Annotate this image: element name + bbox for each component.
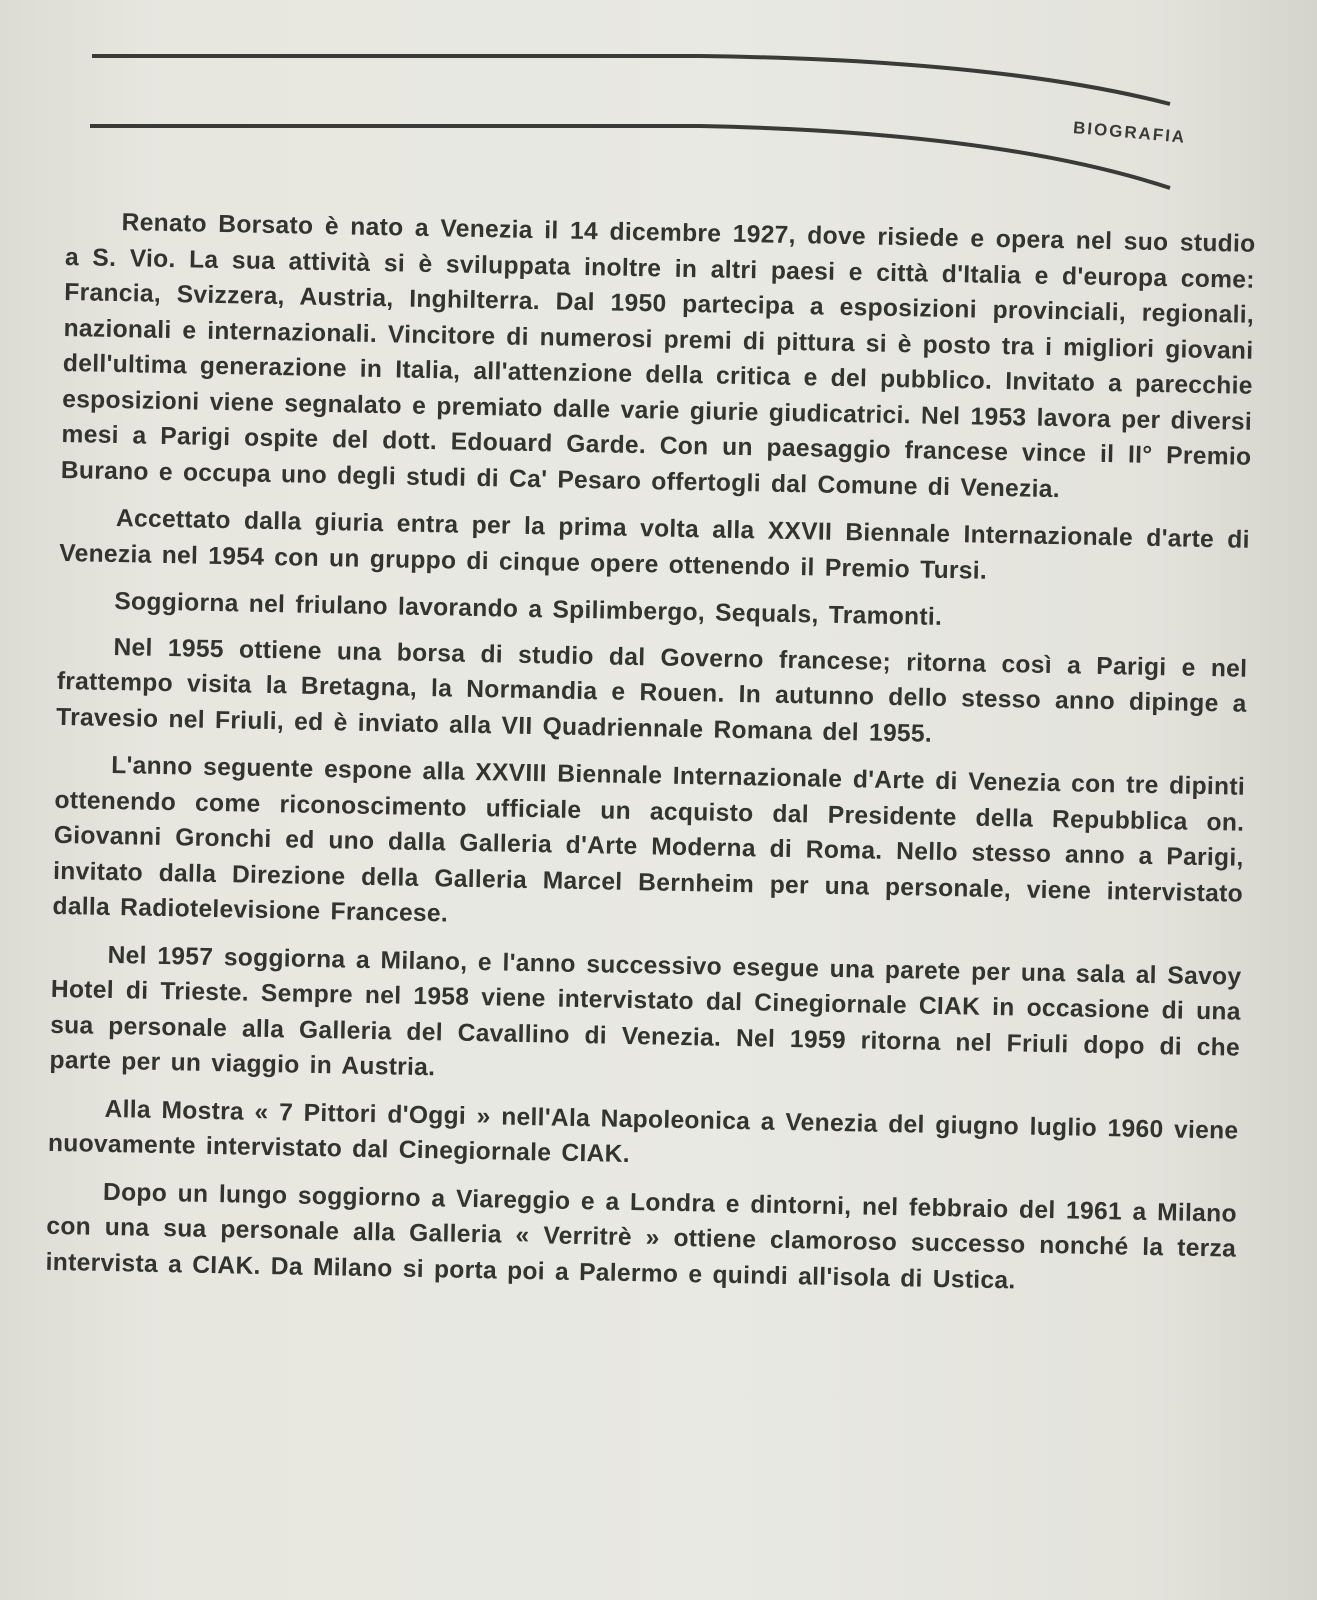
biography-paragraph-8: Dopo un lungo soggiorno a Viareggio e a Londra e dintorni, nel febbraio del 1961 a Milano con una sua personale alla Galleria « Verritrè » ottiene clamoroso successo nonché la terza intervista a CIAK. Da Milano si porta poi a Palermo e quindi all'isola di Ustica.	[45, 1178, 1238, 1294]
biography-paragraph-1: Renato Borsato è nato a Venezia il 14 dicembre 1927, dove risiede e opera nel suo studio a S. Vio. La sua attività si è sviluppata inoltre in altri paesi e città d'Italia e d'europa come: Francia, Svizzera, Austria, Inghilterra. Dal 1950 partecipa a esposizioni provinciali, regionali, nazionali e internazionali. Vincitore di numerosi premi di pittura si è posto tra i migliori giovani dell'ultima generazione in Italia, all'attenzione della critica e del pubblico. Invitato a parecchie esposizioni viene segnalato e premiato dalle varie giurie giudicatrici. Nel 1953 lavora per diversi mesi a Parigi ospite del dott. Edouard Garde. Con un paesaggio francese vince il II° Premio Burano e occupa uno degli studi di Ca' Pesaro offertogli dal Comune di Venezia.	[60, 209, 1256, 503]
bottom-rule-line	[90, 126, 1170, 188]
biography-paragraph-7: Alla Mostra « 7 Pittori d'Oggi » nell'Ala Napoleonica a Venezia del giugno luglio 1960 viene nuovamente intervistato dal Cinegiornale CIAK.	[47, 1095, 1239, 1168]
top-rule-line	[92, 56, 1170, 104]
biography-paragraph-5: L'anno seguente espone alla XXVIII Biennale Internazionale d'Arte di Venezia con tre dipinti ottenendo come riconoscimento ufficiale un acquisto dal Presidente della Repubblica on. Giovanni Gronchi ed uno dalla Galleria d'Arte Moderna di Roma. Nello stesso anno a Parigi, invitato dalla Direzione della Galleria Marcel Bernheim per una personale, viene intervistato dalla Radiotelevisione Francese.	[52, 751, 1246, 928]
biography-paragraph-3: Soggiorna nel friulano lavorando a Spilimbergo, Sequals, Tramonti.	[114, 588, 943, 631]
biography-paragraph-2: Accettato dalla giuria entra per la prima volta alla XXVII Biennale Internazionale d'arte di Venezia nel 1954 con un gruppo di cinque opere ottenendo il Premio Tursi.	[59, 505, 1251, 585]
biography-text	[45, 204, 1256, 1315]
biography-paragraph-6: Nel 1957 soggiorna a Milano, e l'anno successivo esegue una parete per una sala al Savoy Hotel di Trieste. Sempre nel 1958 viene intervistato dal Cinegiornale CIAK in occasione di una sua personale alla Galleria del Cavallino di Venezia. Nel 1959 ritorna nel Friuli dopo di che parte per un viaggio in Austria.	[49, 941, 1242, 1082]
section-label: BIOGRAFIA	[1072, 118, 1187, 147]
biography-paragraph-4: Nel 1955 ottiene una borsa di studio dal Governo francese; ritorna così a Parigi e nel frattempo visita la Bretagna, la Normandia e Rouen. In autunno dello stesso anno dipinge a Travesio nel Friuli, ed è inviato alla VII Quadriennale Romana del 1955.	[55, 633, 1248, 748]
